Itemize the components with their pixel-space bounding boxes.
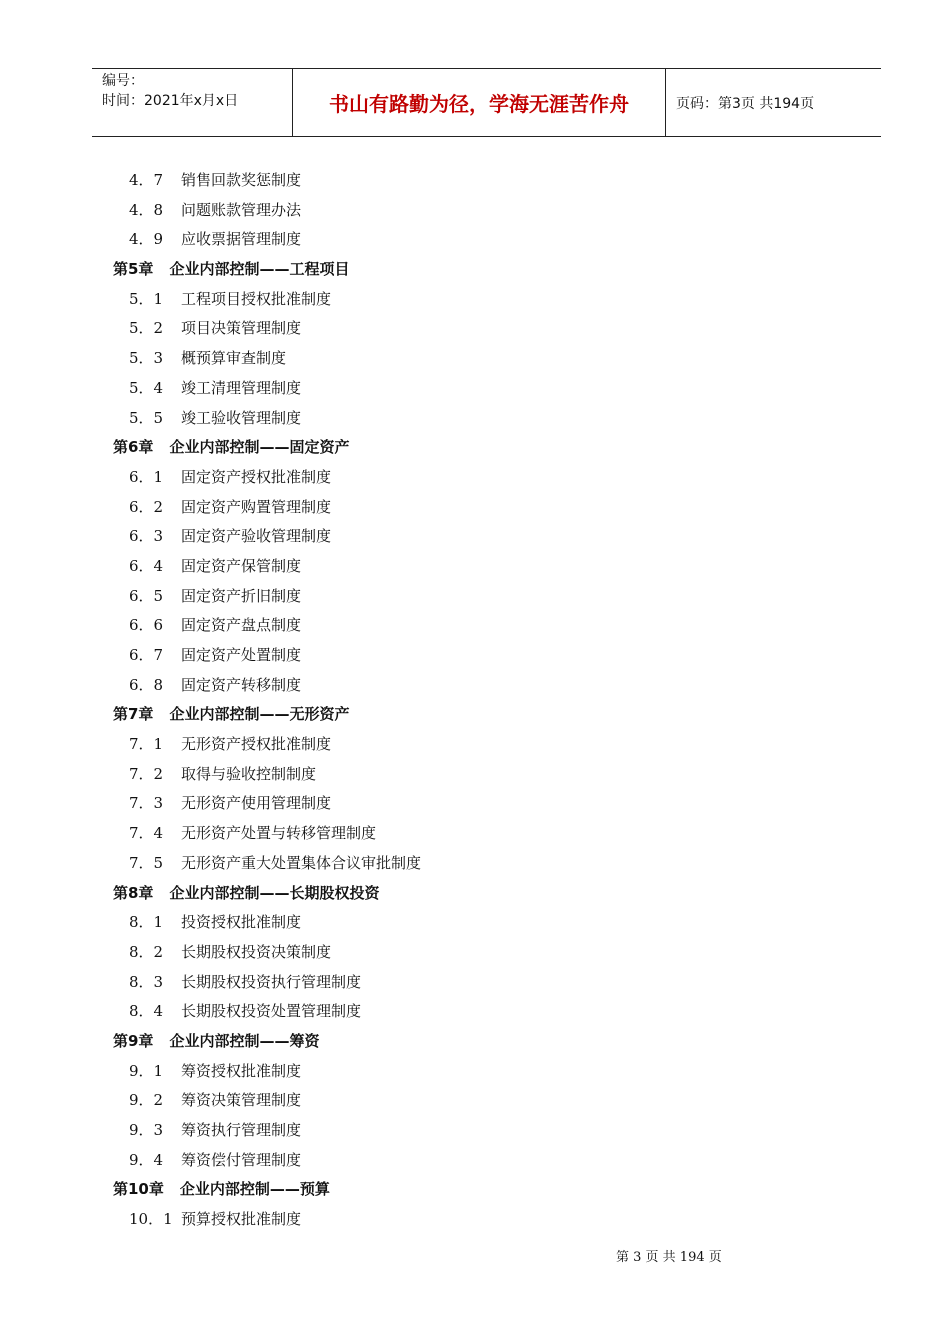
toc-title: 投资授权批准制度 — [181, 913, 302, 932]
header-page-info: 页码：第3页 共194页 — [676, 95, 815, 112]
toc-title: 固定资产购置管理制度 — [181, 497, 332, 516]
toc-section[interactable] — [0, 314, 950, 344]
toc-section[interactable] — [0, 196, 950, 226]
toc-title: 企业内部控制——筹资 — [169, 1031, 320, 1050]
toc-title: 项目决策管理制度 — [181, 319, 302, 338]
toc-number: 10．1 — [129, 1210, 173, 1229]
toc-chapter[interactable] — [113, 879, 950, 909]
toc-title: 预算授权批准制度 — [181, 1210, 302, 1229]
toc-number: 4．9 — [129, 230, 164, 249]
toc-number: 8．2 — [129, 942, 164, 961]
toc-section[interactable] — [0, 760, 950, 790]
toc-number: 7．1 — [129, 735, 164, 754]
toc-section[interactable] — [0, 938, 950, 968]
toc-section[interactable] — [0, 582, 950, 612]
toc-title: 企业内部控制——工程项目 — [169, 260, 350, 279]
toc-section[interactable] — [0, 641, 950, 671]
toc-title: 固定资产处置制度 — [181, 646, 302, 664]
toc-number: 6．4 — [129, 556, 164, 575]
toc-number: 第8章 — [113, 883, 154, 902]
toc-title: 竣工清理管理制度 — [181, 378, 302, 397]
toc-title: 应收票据管理制度 — [181, 230, 302, 249]
toc-number: 7．3 — [129, 794, 164, 813]
toc-title: 长期股权投资执行管理制度 — [181, 972, 362, 991]
header-motto: 书山有路勤为径，学海无涯苦作舟 — [293, 69, 666, 136]
toc-title: 工程项目授权批准制度 — [181, 289, 332, 308]
toc-number: 4．8 — [129, 200, 164, 219]
page-footer: 第 3 页 共 194 页 — [616, 1250, 722, 1265]
toc-section[interactable] — [0, 225, 950, 255]
toc-number: 6．6 — [129, 616, 164, 635]
table-of-contents — [0, 166, 950, 1235]
toc-section[interactable] — [0, 1086, 950, 1116]
header-number-label: 编号： — [102, 73, 144, 89]
toc-section[interactable] — [0, 463, 950, 493]
toc-number: 第7章 — [113, 705, 154, 724]
toc-title: 长期股权投资处置管理制度 — [181, 1002, 362, 1021]
toc-title: 无形资产处置与转移管理制度 — [181, 824, 377, 843]
toc-title: 无形资产重大处置集体合议审批制度 — [181, 853, 422, 872]
toc-section[interactable] — [0, 374, 950, 404]
toc-number: 6．7 — [129, 646, 164, 664]
toc-section[interactable] — [0, 1057, 950, 1087]
toc-title: 无形资产授权批准制度 — [181, 735, 332, 754]
toc-title: 销售回款奖惩制度 — [181, 171, 302, 189]
toc-number: 第6章 — [113, 438, 154, 457]
toc-number: 6．5 — [129, 586, 164, 605]
toc-title: 固定资产转移制度 — [181, 675, 302, 694]
toc-title: 取得与验收控制制度 — [181, 764, 317, 783]
toc-chapter[interactable] — [113, 1027, 950, 1057]
toc-section[interactable] — [0, 968, 950, 998]
toc-section[interactable] — [0, 730, 950, 760]
toc-section[interactable] — [0, 1205, 950, 1235]
toc-section[interactable] — [0, 1146, 950, 1176]
header-date: 时间：2021年x月x日 — [102, 93, 239, 109]
toc-section[interactable] — [0, 671, 950, 701]
toc-section[interactable] — [0, 552, 950, 582]
toc-section[interactable] — [0, 849, 950, 879]
toc-title: 企业内部控制——固定资产 — [169, 438, 350, 457]
toc-number: 8．1 — [129, 913, 164, 932]
toc-chapter[interactable] — [113, 255, 950, 285]
toc-section[interactable] — [0, 493, 950, 523]
toc-title: 固定资产折旧制度 — [181, 586, 302, 605]
toc-chapter[interactable] — [113, 433, 950, 463]
toc-section[interactable] — [0, 285, 950, 315]
toc-title: 固定资产验收管理制度 — [181, 527, 332, 546]
toc-title: 企业内部控制——预算 — [179, 1180, 330, 1199]
toc-number: 5．2 — [129, 319, 164, 338]
toc-number: 8．3 — [129, 972, 164, 991]
toc-number: 7．2 — [129, 764, 164, 783]
toc-section[interactable] — [0, 789, 950, 819]
toc-title: 企业内部控制——长期股权投资 — [169, 883, 380, 902]
toc-title: 长期股权投资决策制度 — [181, 942, 332, 961]
page-header — [92, 68, 881, 137]
toc-number: 第10章 — [113, 1180, 164, 1199]
toc-section[interactable] — [0, 1116, 950, 1146]
toc-number: 7．4 — [129, 824, 164, 843]
toc-section[interactable] — [0, 166, 950, 196]
toc-title: 竣工验收管理制度 — [181, 408, 302, 427]
toc-number: 6．3 — [129, 527, 164, 546]
toc-number: 第5章 — [113, 260, 154, 279]
toc-section[interactable] — [0, 819, 950, 849]
toc-number: 6．8 — [129, 675, 164, 694]
toc-number: 6．1 — [129, 467, 164, 486]
toc-number: 6．2 — [129, 497, 164, 516]
toc-title: 筹资执行管理制度 — [181, 1121, 302, 1139]
toc-number: 第9章 — [113, 1031, 154, 1050]
toc-section[interactable] — [0, 404, 950, 434]
toc-section[interactable] — [0, 908, 950, 938]
toc-title: 筹资偿付管理制度 — [181, 1150, 302, 1169]
toc-number: 7．5 — [129, 853, 164, 872]
toc-section[interactable] — [0, 522, 950, 552]
toc-title: 固定资产盘点制度 — [181, 616, 302, 635]
toc-number: 5．4 — [129, 378, 164, 397]
toc-number: 9．4 — [129, 1150, 164, 1169]
toc-number: 5．1 — [129, 289, 164, 308]
toc-number: 4．7 — [129, 171, 164, 189]
toc-title: 问题账款管理办法 — [181, 200, 302, 219]
toc-section[interactable] — [0, 611, 950, 641]
toc-title: 筹资授权批准制度 — [181, 1061, 302, 1080]
toc-number: 9．2 — [129, 1091, 164, 1110]
toc-section[interactable] — [0, 997, 950, 1027]
toc-title: 概预算审查制度 — [181, 349, 287, 368]
toc-number: 5．3 — [129, 349, 164, 368]
toc-number: 5．5 — [129, 408, 164, 427]
toc-chapter[interactable] — [113, 1175, 950, 1205]
toc-section[interactable] — [0, 344, 950, 374]
toc-title: 筹资决策管理制度 — [181, 1091, 302, 1110]
toc-title: 无形资产使用管理制度 — [181, 794, 332, 813]
toc-chapter[interactable] — [113, 700, 950, 730]
toc-title: 固定资产保管制度 — [181, 556, 302, 575]
header-left — [92, 69, 293, 136]
toc-number: 9．1 — [129, 1061, 164, 1080]
toc-title: 企业内部控制——无形资产 — [169, 705, 350, 724]
toc-title: 固定资产授权批准制度 — [181, 467, 332, 486]
toc-number: 8．4 — [129, 1002, 164, 1021]
toc-number: 9．3 — [129, 1121, 164, 1139]
